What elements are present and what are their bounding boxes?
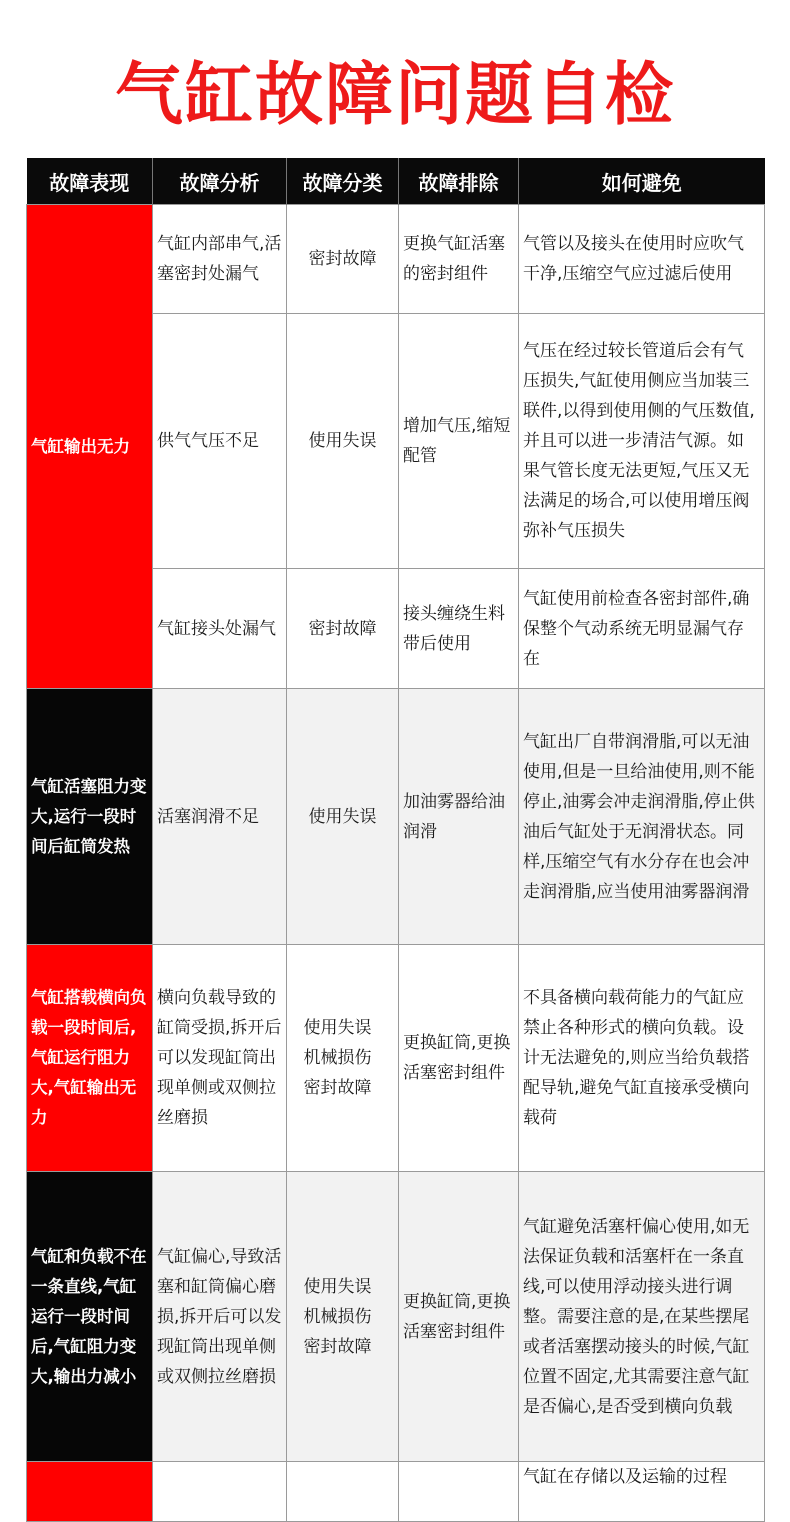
analysis-cell: 气缸偏心,导致活塞和缸筒偏心磨损,拆开后可以发现缸筒出现单侧或双侧拉丝磨损	[153, 1172, 287, 1462]
avoid-cell: 气压在经过较长管道后会有气压损失,气缸使用侧应当加装三联件,以得到使用侧的气压数值,并且可以进一步清洁气源。如果气管长度无法更短,气压又无法满足的场合,可以使用增压阀弥补气压损失	[519, 314, 765, 569]
table-row	[27, 1462, 765, 1522]
header-symptom: 故障表现	[27, 158, 153, 205]
analysis-cell: 气缸内部串气,活塞密封处漏气	[153, 205, 287, 314]
avoid-cell: 气缸使用前检查各密封部件,确保整个气动系统无明显漏气存在	[519, 569, 765, 689]
analysis-cell: 活塞润滑不足	[153, 689, 287, 945]
fix-cell: 加油雾器给油润滑	[399, 689, 519, 945]
analysis-cell	[153, 1462, 287, 1522]
header-avoid: 如何避免	[519, 158, 765, 205]
avoid-cell: 不具备横向载荷能力的气缸应禁止各种形式的横向负载。设计无法避免的,则应当给负载搭配导轨,避免气缸直接承受横向载荷	[519, 945, 765, 1172]
header-category: 故障分类	[287, 158, 399, 205]
fix-cell: 更换缸筒,更换活塞密封组件	[399, 1172, 519, 1462]
fix-cell: 增加气压,缩短配管	[399, 314, 519, 569]
category-text: 使用失误机械损伤密封故障	[303, 1018, 372, 1098]
category-text: 使用失误	[308, 806, 377, 827]
analysis-cell: 气缸接头处漏气	[153, 569, 287, 689]
category-text: 使用失误机械损伤密封故障	[303, 1276, 372, 1357]
fix-cell: 更换气缸活塞的密封组件	[399, 205, 519, 314]
category-cell	[287, 945, 399, 1172]
avoid-cell: 气管以及接头在使用时应吹气干净,压缩空气应过滤后使用	[519, 205, 765, 314]
fault-table	[26, 158, 765, 1522]
category-cell	[287, 314, 399, 569]
page-title: 气缸故障问题自检	[114, 56, 675, 135]
category-cell	[287, 1172, 399, 1462]
avoid-cell: 气缸出厂自带润滑脂,可以无油使用,但是一旦给油使用,则不能停止,油雾会冲走润滑脂,停止供油后气缸处于无润滑状态。同样,压缩空气有水分存在也会冲走润滑脂,应当使用油雾器润滑	[519, 689, 765, 945]
symptom-cell: 气缸输出无力	[27, 205, 153, 689]
table-row	[27, 689, 765, 945]
header-analysis: 故障分析	[153, 158, 287, 205]
symptom-cell: 气缸和负载不在一条直线,气缸运行一段时间后,气缸阻力变大,输出力减小	[27, 1172, 153, 1462]
symptom-cell: 气缸活塞阻力变大,运行一段时间后缸筒发热	[27, 689, 153, 945]
category-cell	[287, 205, 399, 314]
fix-cell: 接头缠绕生料带后使用	[399, 569, 519, 689]
header-fix: 故障排除	[399, 158, 519, 205]
table-row	[27, 1172, 765, 1462]
symptom-cell	[27, 1462, 153, 1522]
symptom-cell: 气缸搭载横向负载一段时间后,气缸运行阻力大,气缸输出无力	[27, 945, 153, 1172]
category-cell	[287, 569, 399, 689]
table-row	[27, 945, 765, 1172]
category-text: 使用失误	[308, 431, 377, 451]
table-row	[27, 205, 765, 314]
category-cell	[287, 689, 399, 945]
table-header-row	[27, 158, 765, 205]
fix-cell	[399, 1462, 519, 1522]
analysis-cell: 横向负载导致的缸筒受损,拆开后可以发现缸筒出现单侧或双侧拉丝磨损	[153, 945, 287, 1172]
avoid-cell: 气缸在存储以及运输的过程	[519, 1462, 765, 1522]
category-cell	[287, 1462, 399, 1522]
category-text: 密封故障	[308, 618, 377, 639]
fix-cell: 更换缸筒,更换活塞密封组件	[399, 945, 519, 1172]
category-text: 密封故障	[308, 249, 377, 269]
avoid-cell: 气缸避免活塞杆偏心使用,如无法保证负载和活塞杆在一条直线,可以使用浮动接头进行调整。需要注意的是,在某些摆尾或者活塞摆动接头的时候,气缸位置不固定,尤其需要注意气缸是否偏心,是否受到横向负载	[519, 1172, 765, 1462]
analysis-cell: 供气气压不足	[153, 314, 287, 569]
